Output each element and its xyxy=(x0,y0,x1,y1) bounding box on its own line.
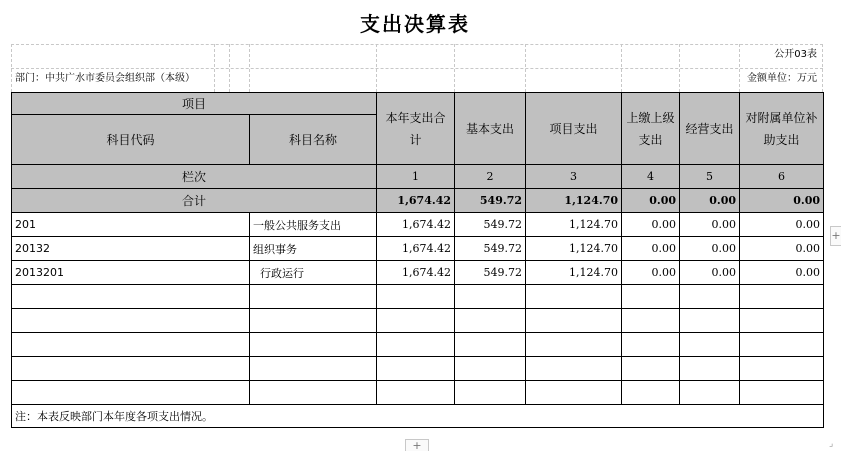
header-project: 项目 xyxy=(12,93,377,115)
value-cell: 1,124.70 xyxy=(526,237,622,261)
column-number: 1 xyxy=(377,165,455,189)
grid-line xyxy=(739,44,740,92)
grid-line xyxy=(621,44,622,92)
total-row xyxy=(12,189,824,213)
header-col-total: 本年支出合计 xyxy=(377,93,455,165)
value-cell: 0.00 xyxy=(680,213,740,237)
value-cell: 0.00 xyxy=(740,261,824,285)
add-row-icon[interactable]: + xyxy=(405,439,429,451)
value-cell: 1,674.42 xyxy=(377,213,455,237)
total-label: 合计 xyxy=(12,189,377,213)
value-cell: 0.00 xyxy=(740,237,824,261)
value-cell: 549.72 xyxy=(455,213,526,237)
column-number: 5 xyxy=(680,165,740,189)
column-number: 2 xyxy=(455,165,526,189)
subject-code-cell: 20132 xyxy=(12,237,250,261)
grid-line xyxy=(11,44,12,92)
total-value: 0.00 xyxy=(622,189,680,213)
expenditure-table xyxy=(11,92,824,428)
header-col-project: 项目支出 xyxy=(526,93,622,165)
value-cell: 1,124.70 xyxy=(526,261,622,285)
department-label: 部门：中共广水市委员会组织部（本级） xyxy=(15,73,195,84)
column-number: 4 xyxy=(622,165,680,189)
resize-handle-icon[interactable]: ⌟ xyxy=(829,439,834,449)
grid-line xyxy=(11,44,823,45)
table-note: 注：本表反映部门本年度各项支出情况。 xyxy=(12,405,824,428)
table-row xyxy=(12,237,824,261)
subject-code-cell: 2013201 xyxy=(12,261,250,285)
empty-row xyxy=(12,381,824,405)
empty-row xyxy=(12,309,824,333)
total-value: 0.00 xyxy=(680,189,740,213)
value-cell: 0.00 xyxy=(622,261,680,285)
table-row xyxy=(12,261,824,285)
unit-label: 金额单位：万元 xyxy=(747,73,817,84)
add-column-icon[interactable]: + xyxy=(830,226,841,246)
total-value: 0.00 xyxy=(740,189,824,213)
value-cell: 0.00 xyxy=(740,213,824,237)
header-col-subsidiary: 对附属单位补助支出 xyxy=(740,93,824,165)
spreadsheet[interactable] xyxy=(11,44,823,435)
grid-line xyxy=(822,44,823,92)
subject-code-cell: 201 xyxy=(12,213,250,237)
value-cell: 549.72 xyxy=(455,237,526,261)
grid-line xyxy=(229,44,230,92)
grid-line xyxy=(214,44,215,92)
grid-line xyxy=(249,44,250,92)
empty-row xyxy=(12,285,824,309)
header-subject-code: 科目代码 xyxy=(12,115,250,165)
header-row-label: 栏次 xyxy=(12,165,377,189)
value-cell: 549.72 xyxy=(455,261,526,285)
header-subject-name: 科目名称 xyxy=(250,115,377,165)
empty-row xyxy=(12,357,824,381)
grid-line xyxy=(376,44,377,92)
form-code: 公开03表 xyxy=(774,49,817,60)
grid-line xyxy=(679,44,680,92)
subject-name-cell: 一般公共服务支出 xyxy=(250,213,377,237)
total-value: 549.72 xyxy=(455,189,526,213)
grid-line xyxy=(11,68,823,69)
subject-name-cell: 行政运行 xyxy=(250,261,377,285)
value-cell: 0.00 xyxy=(622,237,680,261)
header-col-business: 经营支出 xyxy=(680,93,740,165)
value-cell: 1,674.42 xyxy=(377,237,455,261)
grid-line xyxy=(525,44,526,92)
value-cell: 1,674.42 xyxy=(377,261,455,285)
header-col-basic: 基本支出 xyxy=(455,93,526,165)
total-value: 1,124.70 xyxy=(526,189,622,213)
page-title: 支出决算表 xyxy=(360,12,470,36)
value-cell: 0.00 xyxy=(680,261,740,285)
value-cell: 0.00 xyxy=(622,213,680,237)
table-row xyxy=(12,213,824,237)
total-value: 1,674.42 xyxy=(377,189,455,213)
column-number: 6 xyxy=(740,165,824,189)
header-col-upper: 上缴上级支出 xyxy=(622,93,680,165)
grid-line xyxy=(454,44,455,92)
column-number: 3 xyxy=(526,165,622,189)
value-cell: 1,124.70 xyxy=(526,213,622,237)
subject-name-cell: 组织事务 xyxy=(250,237,377,261)
value-cell: 0.00 xyxy=(680,237,740,261)
empty-row xyxy=(12,333,824,357)
